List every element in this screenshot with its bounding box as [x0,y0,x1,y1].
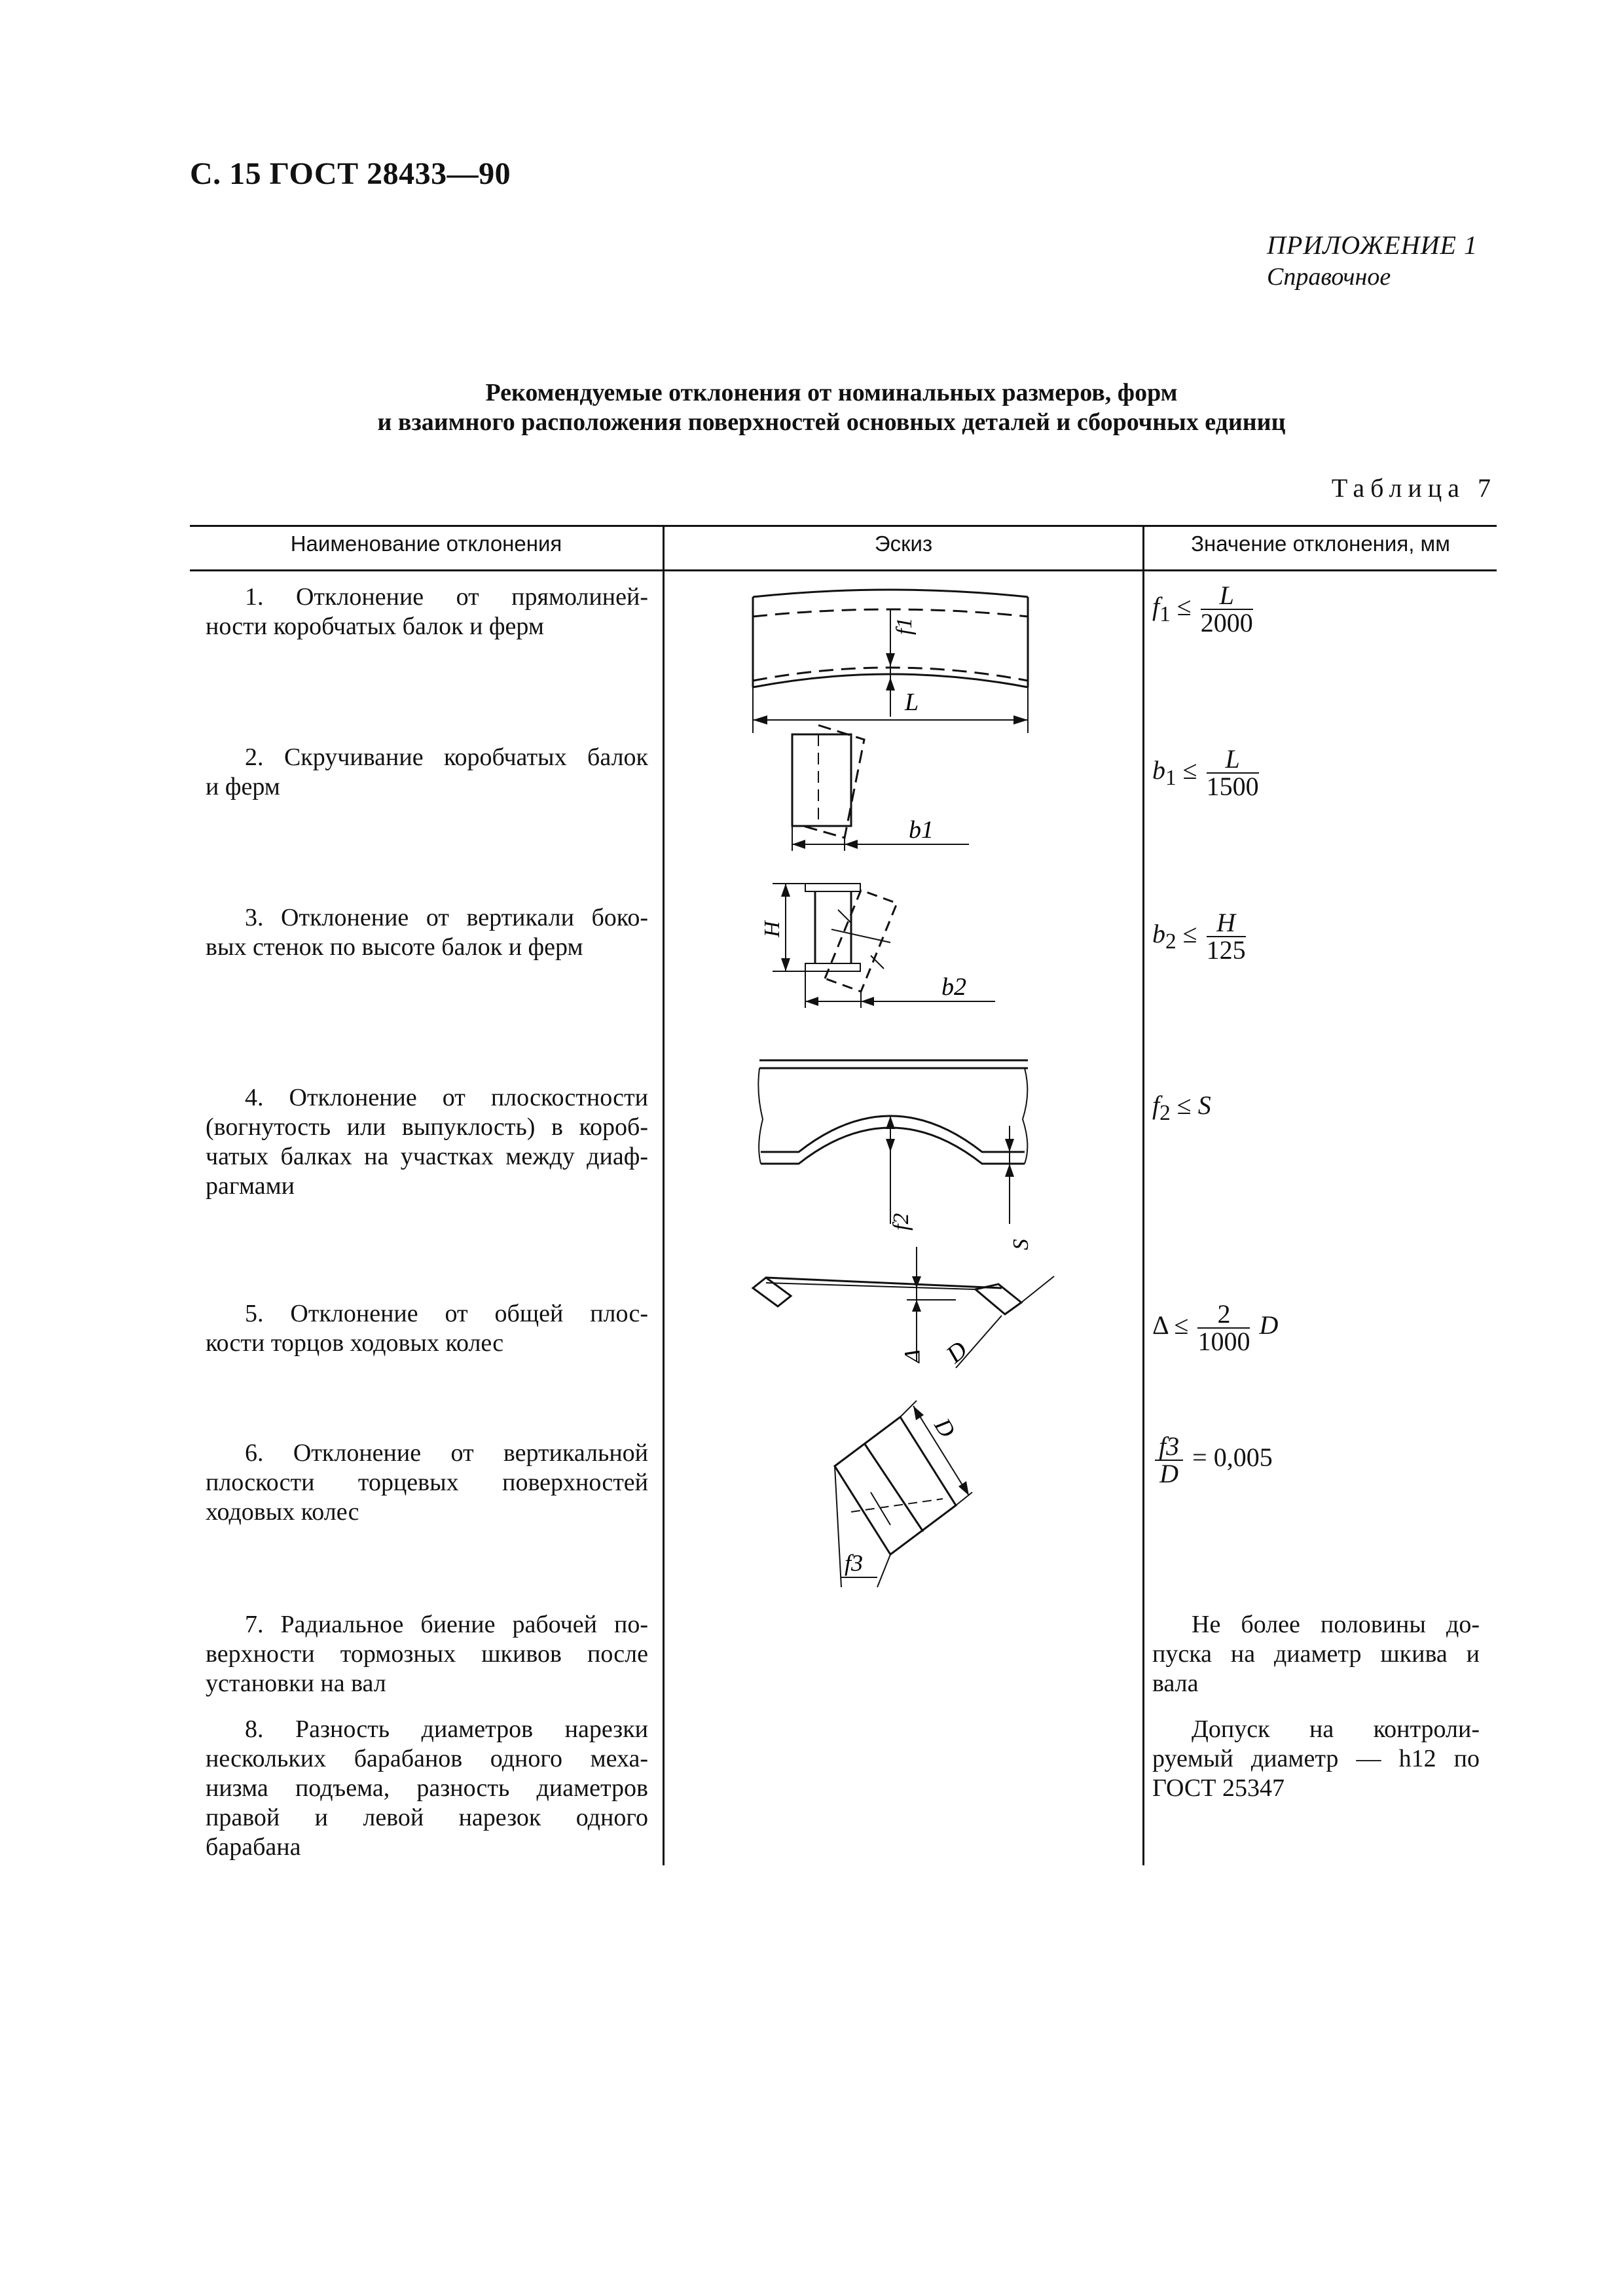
text-line: 7. Радиальное биение рабочей по- [245,1611,648,1638]
row-7-name [206,1610,648,1698]
fraction [1207,910,1246,963]
text-line: ходовых колес [206,1498,359,1526]
formula-lhs: b [1152,919,1165,949]
sketch-label-b1: b1 [909,816,934,844]
header-value: Значение отклонения, мм [1191,531,1450,556]
sketch-wheel-faces [740,1237,1067,1381]
fraction-denominator: 125 [1206,935,1246,965]
text-line: рагмами [206,1172,295,1200]
text-line: ности коробчатых балок и ферм [206,613,544,640]
fraction [1155,1433,1183,1487]
row-8-name [206,1715,648,1862]
fraction-denominator: 1000 [1197,1327,1250,1356]
formula-op: = [1192,1443,1207,1473]
sketch-wall-vertical [733,870,1008,1028]
text-line: ГОСТ 25347 [1152,1774,1285,1802]
sketch-label-D: D [929,1413,961,1443]
row-3-name [206,903,648,962]
text-line: низма подъема, разность диаметров [206,1774,648,1802]
text-line: вых стенок по высоте балок и ферм [206,933,583,961]
formula-lhs: f [1152,592,1160,622]
row-7-value [1152,1610,1480,1698]
sketch-label-f2: f2 [889,1213,913,1230]
formula-sub: 2 [1165,929,1176,954]
row-2-name [206,743,648,802]
row-6-value [1152,1433,1273,1487]
table-header-border [190,569,1497,571]
formula-sub: 1 [1159,602,1171,627]
text-line: установки на вал [206,1670,386,1697]
fraction-denominator: D [1159,1459,1178,1488]
header-name: Наименование отклонения [290,531,562,556]
sketch-flatness [753,1054,1041,1263]
formula-op: ≤ [1176,1090,1192,1120]
fraction-numerator: 2 [1197,1301,1250,1329]
row-4-name [206,1083,648,1201]
appendix-label [1267,229,1478,293]
document-title-line: и взаимного расположения поверхностей основных деталей и сборочных единиц [377,408,1286,436]
text-line: чатых балках на участках между диаф- [206,1143,648,1170]
formula-op: ≤ [1176,592,1192,622]
fraction-denominator: 1500 [1206,772,1259,801]
formula-sub: 2 [1159,1101,1171,1125]
text-line: и ферм [206,773,280,800]
sketch-label-L: L [905,689,919,716]
row-1-name [206,583,648,641]
formula-lhs: Δ [1152,1310,1168,1340]
sketch-label-b2: b2 [941,973,966,1001]
sketch-beam-straightness [733,583,1048,740]
formula-rhs: D [1259,1310,1279,1340]
text-line: 3. Отклонение от вертикали боко- [245,904,648,931]
text-line: вала [1152,1670,1199,1697]
appendix-subtitle: Справочное [1267,263,1391,291]
text-line: руемый диаметр — h12 по [1152,1745,1480,1772]
text-line: кости торцов ходовых колес [206,1329,504,1357]
fraction-numerator: L [1201,583,1253,610]
text-line: Допуск на контроли- [1192,1715,1480,1743]
row-2-value [1152,746,1262,800]
document-title-line: Рекомендуемые отклонения от номинальных размеров, форм [485,379,1178,406]
text-line: плоскости торцевых поверхностей [206,1469,648,1496]
sketch-label-H: H [760,921,784,937]
sketch-wheel-vertical [779,1388,1015,1597]
fraction-numerator: H [1207,910,1246,937]
row-5-value [1152,1301,1278,1355]
formula-lhs: b [1152,755,1165,785]
text-line: 6. Отклонение от вертикальной [245,1439,648,1467]
formula-op: ≤ [1182,919,1197,949]
column-divider [663,525,665,1865]
row-6-name [206,1439,648,1527]
page-header: С. 15 ГОСТ 28433—90 [190,156,511,191]
text-line: 1. Отклонение от прямолиней- [245,583,648,611]
sketch-label-D: D [941,1336,973,1369]
sketch-label-S: S [1009,1239,1033,1250]
appendix-title: ПРИЛОЖЕНИЕ 1 [1267,230,1478,260]
fraction [1201,583,1253,636]
text-line: (вогнутость или выпуклость) в короб- [206,1113,648,1141]
sketch-label-delta: Δ [900,1350,924,1363]
text-line: 2. Скручивание коробчатых балок [245,744,648,771]
row-4-value [1152,1090,1211,1126]
formula-rhs: 0,005 [1213,1443,1273,1473]
row-1-value [1152,583,1256,636]
text-line: верхности тормозных шкивов после [206,1640,648,1668]
header-sketch: Эскиз [874,531,933,556]
table-top-border [190,525,1497,527]
text-line: барабана [206,1833,301,1861]
row-3-value [1152,910,1249,963]
fraction-numerator: f3 [1155,1433,1183,1461]
text-line: 4. Отклонение от плоскостности [245,1084,648,1111]
document-title [190,378,1473,437]
column-divider [1142,525,1144,1865]
text-line: правой и левой нарезок одного [206,1804,648,1831]
row-8-value [1152,1715,1480,1803]
fraction [1197,1301,1250,1355]
sketch-label-f3: f3 [845,1550,864,1576]
deviation-table [190,517,1497,1865]
fraction [1207,746,1259,800]
sketch-label-f1: f1 [892,617,917,635]
formula-sub: 1 [1165,766,1176,791]
fraction-denominator: 2000 [1200,608,1253,637]
fraction-numerator: L [1207,746,1259,774]
text-line: Не более половины до- [1192,1611,1480,1638]
formula-rhs: S [1197,1090,1211,1120]
sketch-beam-twist [779,720,976,864]
text-line: 5. Отклонение от общей плос- [245,1300,648,1327]
formula-lhs: f [1152,1090,1160,1120]
formula-op: ≤ [1174,1310,1189,1340]
row-5-name [206,1299,648,1358]
formula-op: ≤ [1182,755,1197,785]
text-line: пуска на диаметр шкива и [1152,1640,1480,1668]
text-line: 8. Разность диаметров нарезки [245,1715,648,1743]
text-line: нескольких барабанов одного меха- [206,1745,648,1772]
table-label: Таблица 7 [1331,473,1497,503]
